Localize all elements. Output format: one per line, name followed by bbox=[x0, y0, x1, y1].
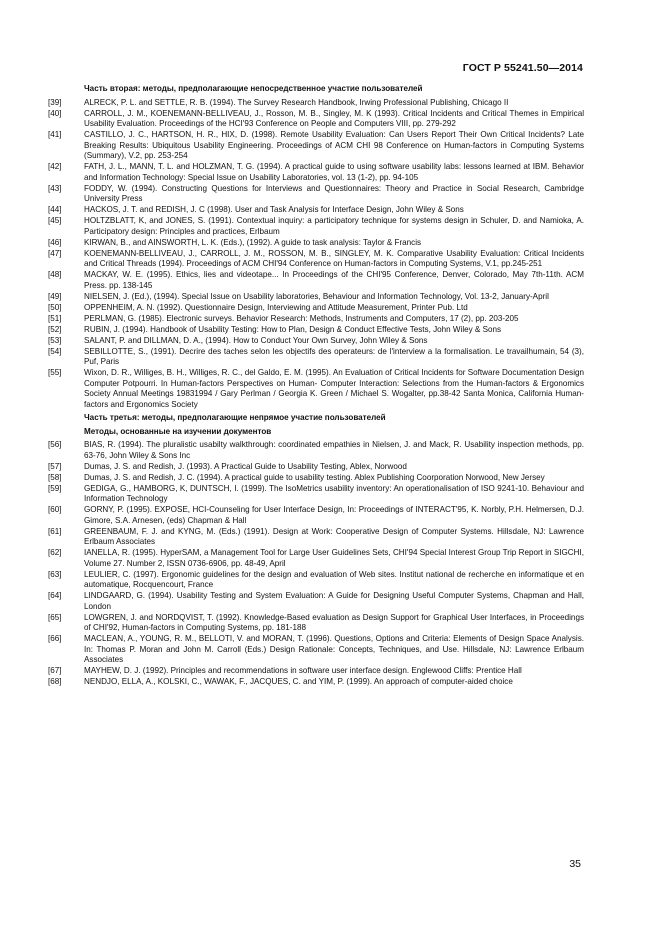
reference-entry bbox=[48, 666, 584, 677]
reference-entry bbox=[48, 677, 584, 688]
reference-entry bbox=[48, 184, 584, 205]
reference-entry bbox=[48, 303, 584, 314]
reference-number: [40] bbox=[48, 108, 62, 118]
reference-entry bbox=[48, 473, 584, 484]
reference-entry bbox=[48, 162, 584, 183]
section-three-title: Часть третья: методы, предполагающие непрямое участие пользователей bbox=[84, 413, 386, 422]
reference-entry bbox=[48, 109, 584, 130]
reference-entry bbox=[48, 570, 584, 591]
reference-number: [54] bbox=[48, 346, 62, 356]
reference-number: [51] bbox=[48, 313, 62, 323]
reference-entry bbox=[48, 368, 584, 410]
reference-number: [43] bbox=[48, 183, 62, 193]
document-standard-code: ГОСТ Р 55241.50—2014 bbox=[462, 62, 583, 74]
reference-number: [61] bbox=[48, 526, 62, 536]
reference-list-part-two bbox=[48, 98, 584, 411]
reference-number: [59] bbox=[48, 483, 62, 493]
reference-number: [56] bbox=[48, 440, 62, 449]
reference-number: [45] bbox=[48, 216, 62, 225]
reference-text: HOLTZBLATT, K, and JONES, S. (1991). Contextual inquiry: a participatory technique for systems design in Schuler, D. and Namioka, A. Participatory design: Principles and practices, Erlbaum bbox=[84, 216, 584, 236]
reference-entry bbox=[48, 98, 584, 109]
reference-text: FATH, J. L., MANN, T. L. and HOLZMAN, T. G. (1994). A practical guide to using software usability labs: lessons learned at IBM. Behavior and Information Technology: Special Issue on Usability Laboratories, vol. 13 (1-2), pp. 94-105 bbox=[84, 162, 584, 182]
reference-text: MACKAY, W. E. (1995). Ethics, lies and videotape... In Proceedings of the CHI'95 Conference, Denver, Colorado, May 7th-11th. ACM Press. pp. 138-145 bbox=[84, 270, 584, 290]
reference-entry bbox=[48, 462, 584, 473]
reference-text: HACKOS, J. T. and REDISH, J. C (1998). User and Task Analysis for Interface Design, John Wiley & Sons bbox=[84, 205, 464, 214]
reference-text: GORNY, P. (1995). EXPOSE, HCI-Counseling for User Interface Design, In: Proceedings of INTERACT'95, K. Norbly, P.H. Helmersen, D.J. Gimore, S.A. Arnesen, (eds) Chapman & Hall bbox=[84, 505, 584, 525]
reference-text: RUBIN, J. (1994). Handbook of Usability Testing: How to Plan, Design & Conduct Effective Tests, John Wiley & Sons bbox=[84, 324, 502, 334]
reference-number: [66] bbox=[48, 634, 62, 643]
reference-text: Dumas, J. S. and Redish, J. C. (1994). A practical guide to usability testing. Ablex Publishing Coorporation Norwood, New Jersey bbox=[84, 472, 545, 482]
reference-number: [41] bbox=[48, 130, 62, 139]
reference-text: GEDIGA, G., HAMBORG, K, DUNTSCH, I. (1999). The IsoMetrics usability inventory: An operationalisation of ISO 9241-10. Behaviour and Information Technology bbox=[84, 483, 584, 503]
reference-entry bbox=[48, 548, 584, 569]
reference-number: [44] bbox=[48, 205, 62, 214]
reference-number: [60] bbox=[48, 505, 62, 514]
reference-entry bbox=[48, 527, 584, 548]
reference-number: [58] bbox=[48, 472, 62, 482]
reference-text: OPPENHEIM, A. N. (1992). Questionnaire Design, Interviewing and Attitude Measurement, Printer Pub. Ltd bbox=[84, 302, 468, 312]
reference-entry bbox=[48, 249, 584, 270]
reference-entry bbox=[48, 130, 584, 162]
reference-text: BIAS, R. (1994). The pluralistic usabilty walkthrough: coordinated empathies in Nielsen, J. and Mack, R. Usability inspection methods, pp. 63-76, John Wiley & Sons Inc bbox=[84, 440, 584, 460]
reference-entry bbox=[48, 634, 584, 666]
reference-number: [47] bbox=[48, 248, 62, 258]
reference-text: LOWGREN, J. and NORDQVIST, T. (1992). Knowledge-Based evaluation as Design Support for Graphical User Interfaces, in Proceedings of CHI'92, Human-factors in Computing Systems, pp. 181-188 bbox=[84, 612, 584, 632]
document-body bbox=[48, 84, 584, 688]
reference-entry bbox=[48, 440, 584, 461]
reference-list-part-three bbox=[48, 440, 584, 688]
reference-text: Dumas, J. S. and Redish, J. (1993). A Practical Guide to Usability Testing, Ablex, Norwood bbox=[84, 461, 407, 471]
section-three-subtitle: Методы, основанные на изучении документов bbox=[84, 426, 272, 436]
reference-entry bbox=[48, 292, 584, 303]
reference-entry bbox=[48, 347, 584, 368]
reference-entry bbox=[48, 216, 584, 237]
reference-text: NENDJO, ELLA, A., KOLSKI, C., WAWAK, F., JACQUES, C. and YIM, P. (1999). An approach of computer-aided choice bbox=[84, 677, 513, 686]
reference-text: SEBILLOTTE, S., (1991). Decrire des taches selon les objectifs des operateurs: de l'interview a la formalisation. Le travailhumain, 54 (3), Puf, Paris bbox=[84, 346, 584, 366]
reference-text: MACLEAN, A., YOUNG, R. M., BELLOTI, V. and MORAN, T. (1996). Questions, Options and Criteria: Elements of Design Space Analysis. In: Thomas P. Moran and John M. Carroll (Eds.) Design Rationale: Concepts, Techniques, and Use. Hillsdale, NJ: Lawrence Erlbaum Associates bbox=[84, 634, 584, 664]
reference-entry bbox=[48, 591, 584, 612]
reference-number: [64] bbox=[48, 591, 62, 600]
reference-entry bbox=[48, 205, 584, 216]
reference-text: MAYHEW, D. J. (1992). Principles and recommendations in software user interface design. Englewood Cliffs: Prentice Hall bbox=[84, 666, 522, 675]
reference-entry bbox=[48, 238, 584, 249]
reference-number: [65] bbox=[48, 612, 62, 622]
reference-number: [57] bbox=[48, 461, 62, 471]
reference-number: [48] bbox=[48, 270, 62, 279]
reference-text: Wixon, D. R., Williges, B. H., Williges, R. C., del Galdo, E. M. (1995). An Evaluation of Critical Incidents for Software Documentation Design Computer Potpourri. In Human-factors Perspectives on Human- Computer Interaction: Selections from the Human-factors & Ergonomics Society Annual Meetings 19831994 / Gary Perlman / Georgia K. Green / Michael S. Wogalter, pp.38-42 Santa Monica, California Human- factors and Ergonomics Society bbox=[84, 368, 584, 409]
reference-number: [62] bbox=[48, 548, 62, 557]
reference-entry bbox=[48, 505, 584, 526]
reference-number: [50] bbox=[48, 302, 62, 312]
reference-number: [55] bbox=[48, 368, 62, 377]
reference-number: [49] bbox=[48, 291, 62, 301]
reference-text: FODDY, W. (1994). Constructing Questions for Interviews and Questionnaires: Theory and Practice in Social Research, Cambridge University Press bbox=[84, 183, 584, 203]
reference-text: NIELSEN, J. (Ed.), (1994). Special Issue on Usability laboratories, Behaviour and Information Technology, Vol. 13-2, January-April bbox=[84, 291, 549, 301]
reference-entry bbox=[48, 325, 584, 336]
reference-entry bbox=[48, 336, 584, 347]
reference-text: CARROLL, J. M., KOENEMANN-BELLIVEAU, J., Rosson, M. B., Singley, M. K (1993). Critical Incidents and Critical Themes in Empirical Usability Evaluation. Proceedings of the HCI'93 Conference on People and Computers VIII, pp. 279-292 bbox=[84, 108, 584, 128]
reference-number: [68] bbox=[48, 677, 62, 686]
reference-text: KIRWAN, B., and AINSWORTH, L. K. (Eds.), (1992). A guide to task analysis: Taylor & Francis bbox=[84, 237, 422, 247]
reference-text: PERLMAN, G. (1985). Electronic surveys. Behavior Research: Methods, Instruments and Computers, 17 (2), pp. 203-205 bbox=[84, 313, 519, 323]
reference-entry bbox=[48, 484, 584, 505]
reference-text: IANELLA, R. (1995). HyperSAM, a Management Tool for Large User Guidelines Sets, CHI'94 Special Interest Group Trip Report in SIGCHI, Volume 27. Number 2, ISSN 0736-6906, pp. 48-49, April bbox=[84, 548, 584, 568]
reference-number: [63] bbox=[48, 569, 62, 579]
reference-number: [53] bbox=[48, 335, 62, 345]
reference-number: [42] bbox=[48, 162, 62, 171]
reference-text: SALANT, P. and DILLMAN, D. A., (1994). How to Conduct Your Own Survey, John Wiley & Sons bbox=[84, 335, 428, 345]
reference-number: [52] bbox=[48, 324, 62, 334]
reference-number: [46] bbox=[48, 237, 62, 247]
reference-text: GREENBAUM, F. J. and KYNG, M. (Eds.) (1991). Design at Work: Cooperative Design of Computer Systems. Hillsdale, NJ: Lawrence Erlbaum Associates bbox=[84, 526, 584, 546]
reference-entry bbox=[48, 314, 584, 325]
page-number: 35 bbox=[569, 858, 581, 870]
reference-text: ALRECK, P. L. and SETTLE, R. B. (1994). The Survey Research Handbook, Irwing Professional Publishing, Chicago II bbox=[84, 97, 509, 107]
reference-text: LEULIER, C. (1997). Ergonomic guidelines for the design and evaluation of Web sites. Institut national de recherche en informatique et en automatique, Rocquencourt, France bbox=[84, 569, 584, 589]
reference-number: [67] bbox=[48, 666, 62, 675]
reference-text: LINDGAARD, G. (1994). Usability Testing and System Evaluation: A Guide for Designing Useful Computer Systems, Chapman and Hall, London bbox=[84, 591, 584, 611]
section-two-title: Часть вторая: методы, предполагающие непосредственное участие пользователей bbox=[84, 84, 423, 93]
reference-number: [39] bbox=[48, 97, 62, 107]
reference-entry bbox=[48, 613, 584, 634]
reference-text: CASTILLO, J. C., HARTSON, H. R., HIX, D. (1998). Remote Usability Evaluation: Can Users Report Their Own Critical Incidents? Late Breaking Results: Ubiquitous Usability Engineering. Proceedings of ACM CHI 98 Conference on Human-factors in Computing Systems (Summary), V.2, pp. 253-254 bbox=[84, 130, 584, 160]
reference-entry bbox=[48, 270, 584, 291]
reference-text: KOENEMANN-BELLIVEAU, J., CARROLL, J. M., ROSSON, M. B., SINGLEY, M. K. Comparative Usability Evaluation: Critical Incidents and Critical Threads (1994). Proceedings of ACM CHI'94 Conference on Human-factors in Computing Systems, V.1, pp.245-251 bbox=[84, 248, 584, 268]
